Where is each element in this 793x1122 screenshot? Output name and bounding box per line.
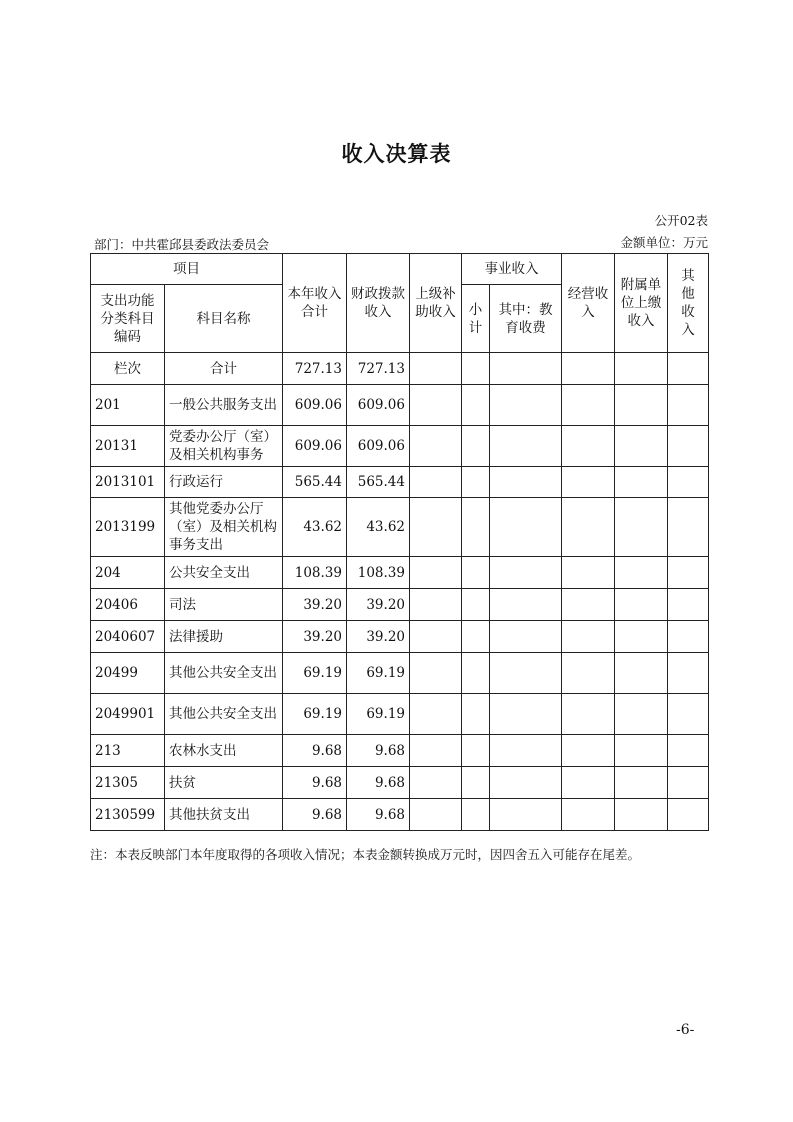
empty-cell: [615, 426, 668, 467]
empty-cell: [462, 694, 490, 735]
empty-cell: [562, 653, 615, 694]
empty-cell: [410, 353, 462, 385]
row-fiscal: 69.19: [347, 694, 410, 735]
empty-cell: [462, 426, 490, 467]
table-row: [91, 498, 709, 557]
row-name: 其他公共安全支出: [165, 653, 283, 694]
row-total: 39.20: [283, 621, 347, 653]
empty-cell: [562, 799, 615, 831]
empty-cell: [615, 385, 668, 426]
empty-cell: [490, 498, 562, 557]
row-fiscal: 609.06: [347, 426, 410, 467]
table-row: [91, 735, 709, 767]
empty-cell: [462, 467, 490, 498]
row-total: 69.19: [283, 653, 347, 694]
empty-cell: [410, 589, 462, 621]
summary-row: [91, 353, 709, 385]
empty-cell: [490, 694, 562, 735]
row-fiscal: 43.62: [347, 498, 410, 557]
empty-cell: [490, 467, 562, 498]
empty-cell: [562, 589, 615, 621]
empty-cell: [668, 799, 709, 831]
row-name: 党委办公厅（室）及相关机构事务: [165, 426, 283, 467]
row-code: 2013101: [91, 467, 165, 498]
empty-cell: [410, 467, 462, 498]
row-fiscal: 565.44: [347, 467, 410, 498]
row-name: 行政运行: [165, 467, 283, 498]
empty-cell: [562, 385, 615, 426]
empty-cell: [615, 589, 668, 621]
table-row: [91, 589, 709, 621]
row-code: 21305: [91, 767, 165, 799]
row-total: 39.20: [283, 589, 347, 621]
empty-cell: [668, 621, 709, 653]
empty-cell: [490, 353, 562, 385]
row-name: 其他公共安全支出: [165, 694, 283, 735]
empty-cell: [462, 799, 490, 831]
form-number: 公开02表: [654, 213, 708, 228]
row-name: 农林水支出: [165, 735, 283, 767]
row-fiscal: 108.39: [347, 557, 410, 589]
row-code: 20499: [91, 653, 165, 694]
empty-cell: [562, 557, 615, 589]
empty-cell: [490, 653, 562, 694]
empty-cell: [490, 557, 562, 589]
row-code: 2040607: [91, 621, 165, 653]
empty-cell: [668, 767, 709, 799]
empty-cell: [615, 467, 668, 498]
header-career: 事业收入: [462, 254, 562, 285]
row-total: 108.39: [283, 557, 347, 589]
header-name: 科目名称: [165, 285, 283, 353]
empty-cell: [615, 653, 668, 694]
header-career-subtotal-cell: [462, 285, 490, 353]
row-name: 一般公共服务支出: [165, 385, 283, 426]
empty-cell: [410, 694, 462, 735]
row-code: 2049901: [91, 694, 165, 735]
amount-unit-label: 金额单位：万元: [620, 235, 708, 250]
header-superior: 上级补助收入: [410, 254, 462, 353]
header-total: 本年收入合计: [283, 254, 347, 353]
header-other: 其他收入: [681, 268, 695, 338]
row-total: 609.06: [283, 426, 347, 467]
empty-cell: [615, 557, 668, 589]
summary-total: 727.13: [283, 353, 347, 385]
empty-cell: [490, 426, 562, 467]
table-row: [91, 653, 709, 694]
header-affiliated: 附属单位上缴收入: [615, 254, 668, 353]
empty-cell: [562, 735, 615, 767]
row-name: 其他党委办公厅（室）及相关机构事务支出: [165, 498, 283, 557]
empty-cell: [410, 799, 462, 831]
row-fiscal: 69.19: [347, 653, 410, 694]
table-note: 注：本表反映部门本年度取得的各项收入情况；本表金额转换成万元时，因四舍五入可能存在尾差。: [90, 847, 641, 862]
row-total: 9.68: [283, 799, 347, 831]
empty-cell: [615, 735, 668, 767]
empty-cell: [462, 385, 490, 426]
summary-name: 合计: [165, 353, 283, 385]
empty-cell: [410, 767, 462, 799]
empty-cell: [668, 498, 709, 557]
row-fiscal: 9.68: [347, 799, 410, 831]
department-label: 部门：中共霍邱县委政法委员会: [94, 237, 270, 252]
row-total: 43.62: [283, 498, 347, 557]
row-code: 2013199: [91, 498, 165, 557]
empty-cell: [462, 621, 490, 653]
income-table: [90, 253, 709, 831]
row-name: 其他扶贫支出: [165, 799, 283, 831]
row-fiscal: 9.68: [347, 735, 410, 767]
table-row: [91, 621, 709, 653]
empty-cell: [562, 426, 615, 467]
table-row: [91, 767, 709, 799]
empty-cell: [668, 589, 709, 621]
row-code: 204: [91, 557, 165, 589]
empty-cell: [410, 385, 462, 426]
header-career-subtotal: 小计: [468, 301, 483, 336]
header-project: 项目: [91, 254, 283, 285]
page-number: -6-: [676, 1022, 695, 1038]
empty-cell: [490, 767, 562, 799]
header-other-cell: [668, 254, 709, 353]
empty-cell: [462, 735, 490, 767]
row-total: 565.44: [283, 467, 347, 498]
empty-cell: [615, 767, 668, 799]
empty-cell: [668, 653, 709, 694]
empty-cell: [410, 621, 462, 653]
row-total: 69.19: [283, 694, 347, 735]
table-row: [91, 799, 709, 831]
table-row: [91, 557, 709, 589]
empty-cell: [410, 735, 462, 767]
header-fiscal: 财政拨款收入: [347, 254, 410, 353]
row-fiscal: 609.06: [347, 385, 410, 426]
header-career-edu: 其中：教育收费: [490, 285, 562, 353]
empty-cell: [668, 735, 709, 767]
row-code: 213: [91, 735, 165, 767]
empty-cell: [615, 353, 668, 385]
empty-cell: [615, 621, 668, 653]
row-code: 2130599: [91, 799, 165, 831]
table-row: [91, 385, 709, 426]
row-total: 9.68: [283, 767, 347, 799]
row-code: 201: [91, 385, 165, 426]
summary-code: 栏次: [91, 353, 165, 385]
empty-cell: [490, 385, 562, 426]
summary-fiscal: 727.13: [347, 353, 410, 385]
row-name: 公共安全支出: [165, 557, 283, 589]
table-row: [91, 467, 709, 498]
empty-cell: [562, 353, 615, 385]
empty-cell: [462, 498, 490, 557]
empty-cell: [562, 694, 615, 735]
empty-cell: [668, 385, 709, 426]
empty-cell: [562, 498, 615, 557]
row-name: 法律援助: [165, 621, 283, 653]
table-row: [91, 694, 709, 735]
header-business: 经营收入: [562, 254, 615, 353]
row-total: 9.68: [283, 735, 347, 767]
row-fiscal: 9.68: [347, 767, 410, 799]
empty-cell: [615, 694, 668, 735]
empty-cell: [462, 589, 490, 621]
empty-cell: [410, 557, 462, 589]
empty-cell: [490, 589, 562, 621]
row-total: 609.06: [283, 385, 347, 426]
empty-cell: [490, 621, 562, 653]
empty-cell: [410, 653, 462, 694]
empty-cell: [668, 557, 709, 589]
empty-cell: [490, 735, 562, 767]
empty-cell: [462, 653, 490, 694]
empty-cell: [462, 353, 490, 385]
row-code: 20131: [91, 426, 165, 467]
empty-cell: [462, 557, 490, 589]
empty-cell: [562, 621, 615, 653]
row-code: 20406: [91, 589, 165, 621]
row-fiscal: 39.20: [347, 621, 410, 653]
empty-cell: [668, 694, 709, 735]
empty-cell: [410, 498, 462, 557]
empty-cell: [490, 799, 562, 831]
row-fiscal: 39.20: [347, 589, 410, 621]
empty-cell: [668, 353, 709, 385]
header-code: 支出功能分类科目编码: [91, 285, 165, 353]
empty-cell: [410, 426, 462, 467]
empty-cell: [615, 799, 668, 831]
empty-cell: [615, 498, 668, 557]
empty-cell: [562, 467, 615, 498]
empty-cell: [668, 426, 709, 467]
empty-cell: [668, 467, 709, 498]
row-name: 扶贫: [165, 767, 283, 799]
empty-cell: [462, 767, 490, 799]
empty-cell: [562, 767, 615, 799]
page-title: 收入决算表: [341, 142, 452, 166]
row-name: 司法: [165, 589, 283, 621]
table-row: [91, 426, 709, 467]
